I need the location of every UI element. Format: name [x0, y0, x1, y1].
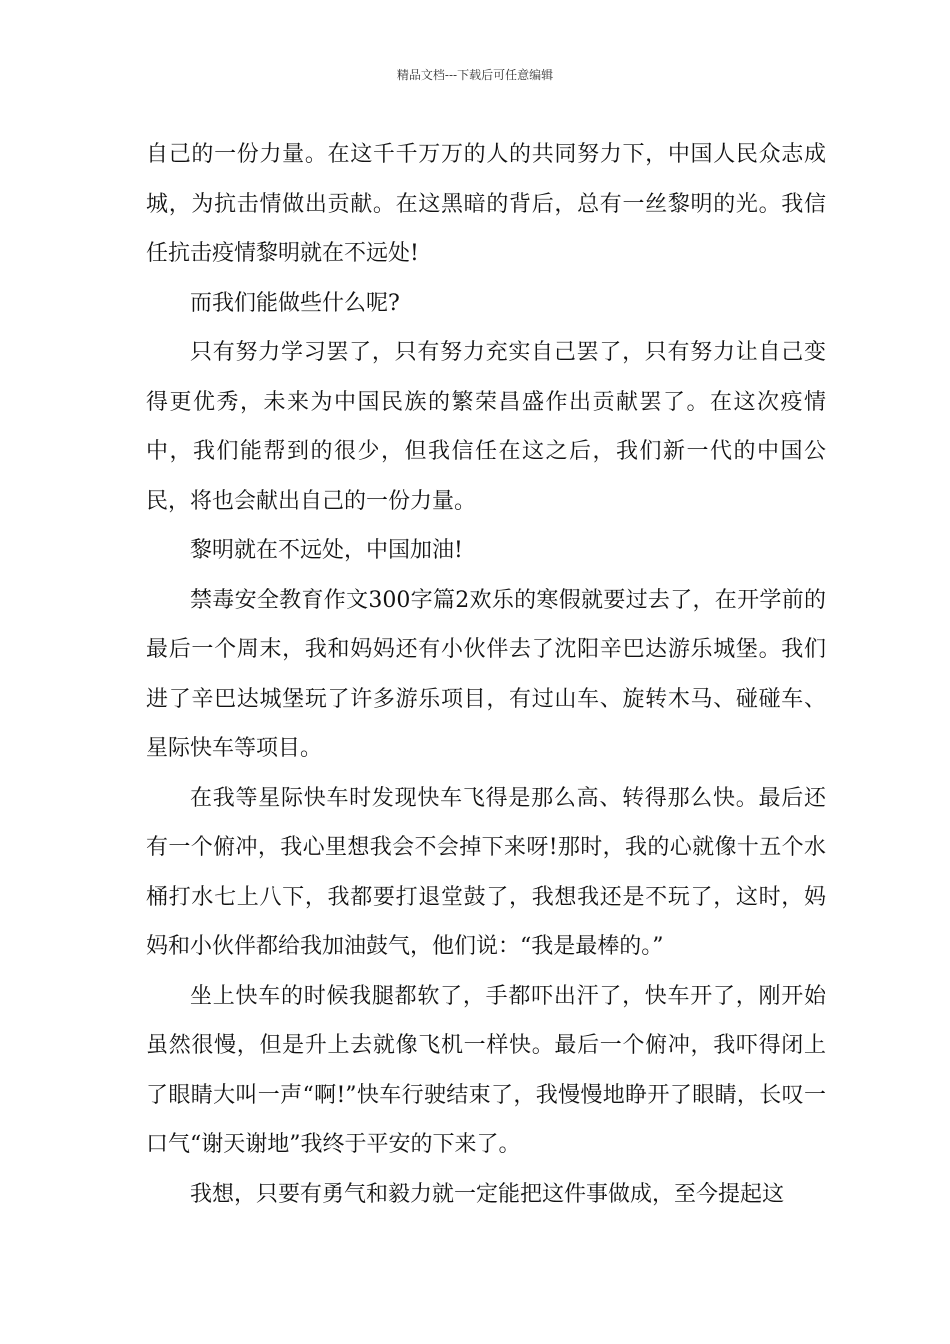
paragraph-waiting: 在我等星际快车时发现快车飞得是那么高、转得那么快。最后还有一个俯冲，我心里想我会不会掉下来呀!那时，我的心就像十五个水桶打水七上八下，我都要打退堂鼓了，我想我还是不玩了，这时，妈妈和小伙伴都给我加油鼓气，他们说：“我是最棒的。” — [146, 785, 826, 959]
paragraph-dawn: 黎明就在不远处，中国加油! — [190, 538, 463, 563]
page-header: 精品文档---下载后可任意编辑 — [396, 68, 554, 82]
paragraph-study: 只有努力学习罢了，只有努力充实自己罢了，只有努力让自己变得更优秀，未来为中国民族的繁荣昌盛作出贡献罢了。在这次疫情中，我们能帮到的很少，但我信任在这之后，我们新一代的中国公民，将也会献出自己的一份力量。 — [146, 340, 826, 514]
paragraph-ride: 坐上快车的时候我腿都软了，手都吓出汗了，快车开了，刚开始虽然很慢，但是升上去就像飞机一样快。最后一个俯冲，我吓得闭上了眼睛大叫一声“啊!”快车行驶结束了，我慢慢地睁开了眼睛，长叹一口气“谢天谢地”我终于平安的下来了。 — [146, 983, 826, 1157]
paragraph-essay-2-intro: 禁毒安全教育作文300字篇2欢乐的寒假就要过去了，在开学前的最后一个周末，我和妈妈还有小伙伴去了沈阳辛巴达游乐城堡。我们进了辛巴达城堡玩了许多游乐项目，有过山车、旋转木马、碰碰车、星际快车等项目。 — [146, 587, 826, 761]
document-body — [146, 130, 826, 1219]
paragraph-question: 而我们能做些什么呢? — [190, 290, 400, 316]
paragraph-continuation: 自己的一份力量。在这千千万万的人的共同努力下，中国人民众志成城，为抗击情做出贡献。在这黑暗的背后，总有一丝黎明的光。我信任抗击疫情黎明就在不远处! — [146, 142, 826, 266]
paragraph-conclusion: 我想，只要有勇气和毅力就一定能把这件事做成，至今提起这 — [190, 1181, 785, 1207]
